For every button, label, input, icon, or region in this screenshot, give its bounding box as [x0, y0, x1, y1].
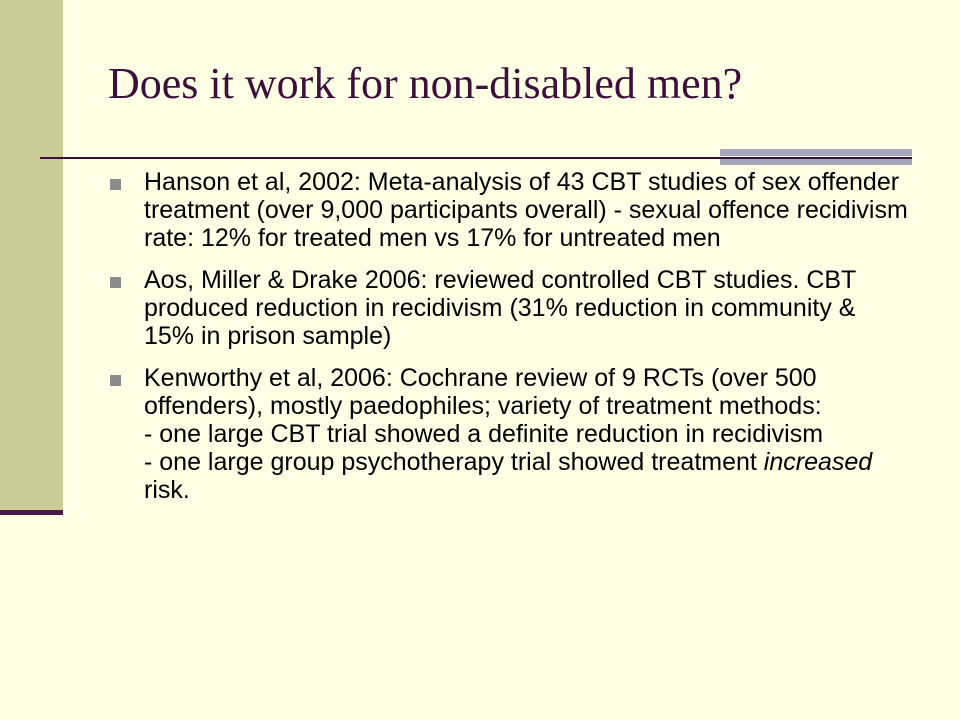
- bullet-item-aos: [108, 266, 908, 350]
- bullet-list: [108, 168, 908, 518]
- left-decorative-band: [0, 0, 63, 512]
- title-rule-accent-lower: [720, 159, 912, 165]
- square-bullet-icon: [110, 375, 121, 386]
- subline-text-pre: - one large group psychotherapy trial showed treatment: [144, 448, 764, 476]
- square-bullet-icon: [110, 179, 121, 190]
- bullet-text: Kenworthy et al, 2006: Cochrane review of 9 RCTs (over 500 offenders), mostly paedophiles; variety of treatment methods:: [144, 364, 822, 420]
- bullet-text: Aos, Miller & Drake 2006: reviewed controlled CBT studies. CBT produced reduction in recidivism (31% reduction in community & 15% in prison sample): [144, 266, 856, 350]
- title-rule-accent: [720, 149, 912, 156]
- slide-title: Does it work for non-disabled men?: [108, 59, 743, 108]
- bullet-item-hanson: [108, 168, 908, 252]
- bullet-text-block: [144, 364, 908, 504]
- square-bullet-icon: [110, 277, 121, 288]
- bullet-subline-cbt: - one large CBT trial showed a definite reduction in recidivism: [144, 420, 824, 448]
- subline-text-post: risk.: [144, 476, 190, 504]
- bullet-text: Hanson et al, 2002: Meta-analysis of 43 CBT studies of sex offender treatment (over 9,000 participants overall) - sexual offence recidivism rate: 12% for treated men vs 17% for untreated men: [144, 168, 908, 252]
- left-accent-bar: [0, 510, 63, 515]
- bullet-item-kenworthy: [108, 364, 908, 504]
- subline-emphasis: increased: [763, 448, 873, 476]
- bullet-subline-psychotherapy: [144, 448, 908, 504]
- title-rule: [40, 157, 912, 159]
